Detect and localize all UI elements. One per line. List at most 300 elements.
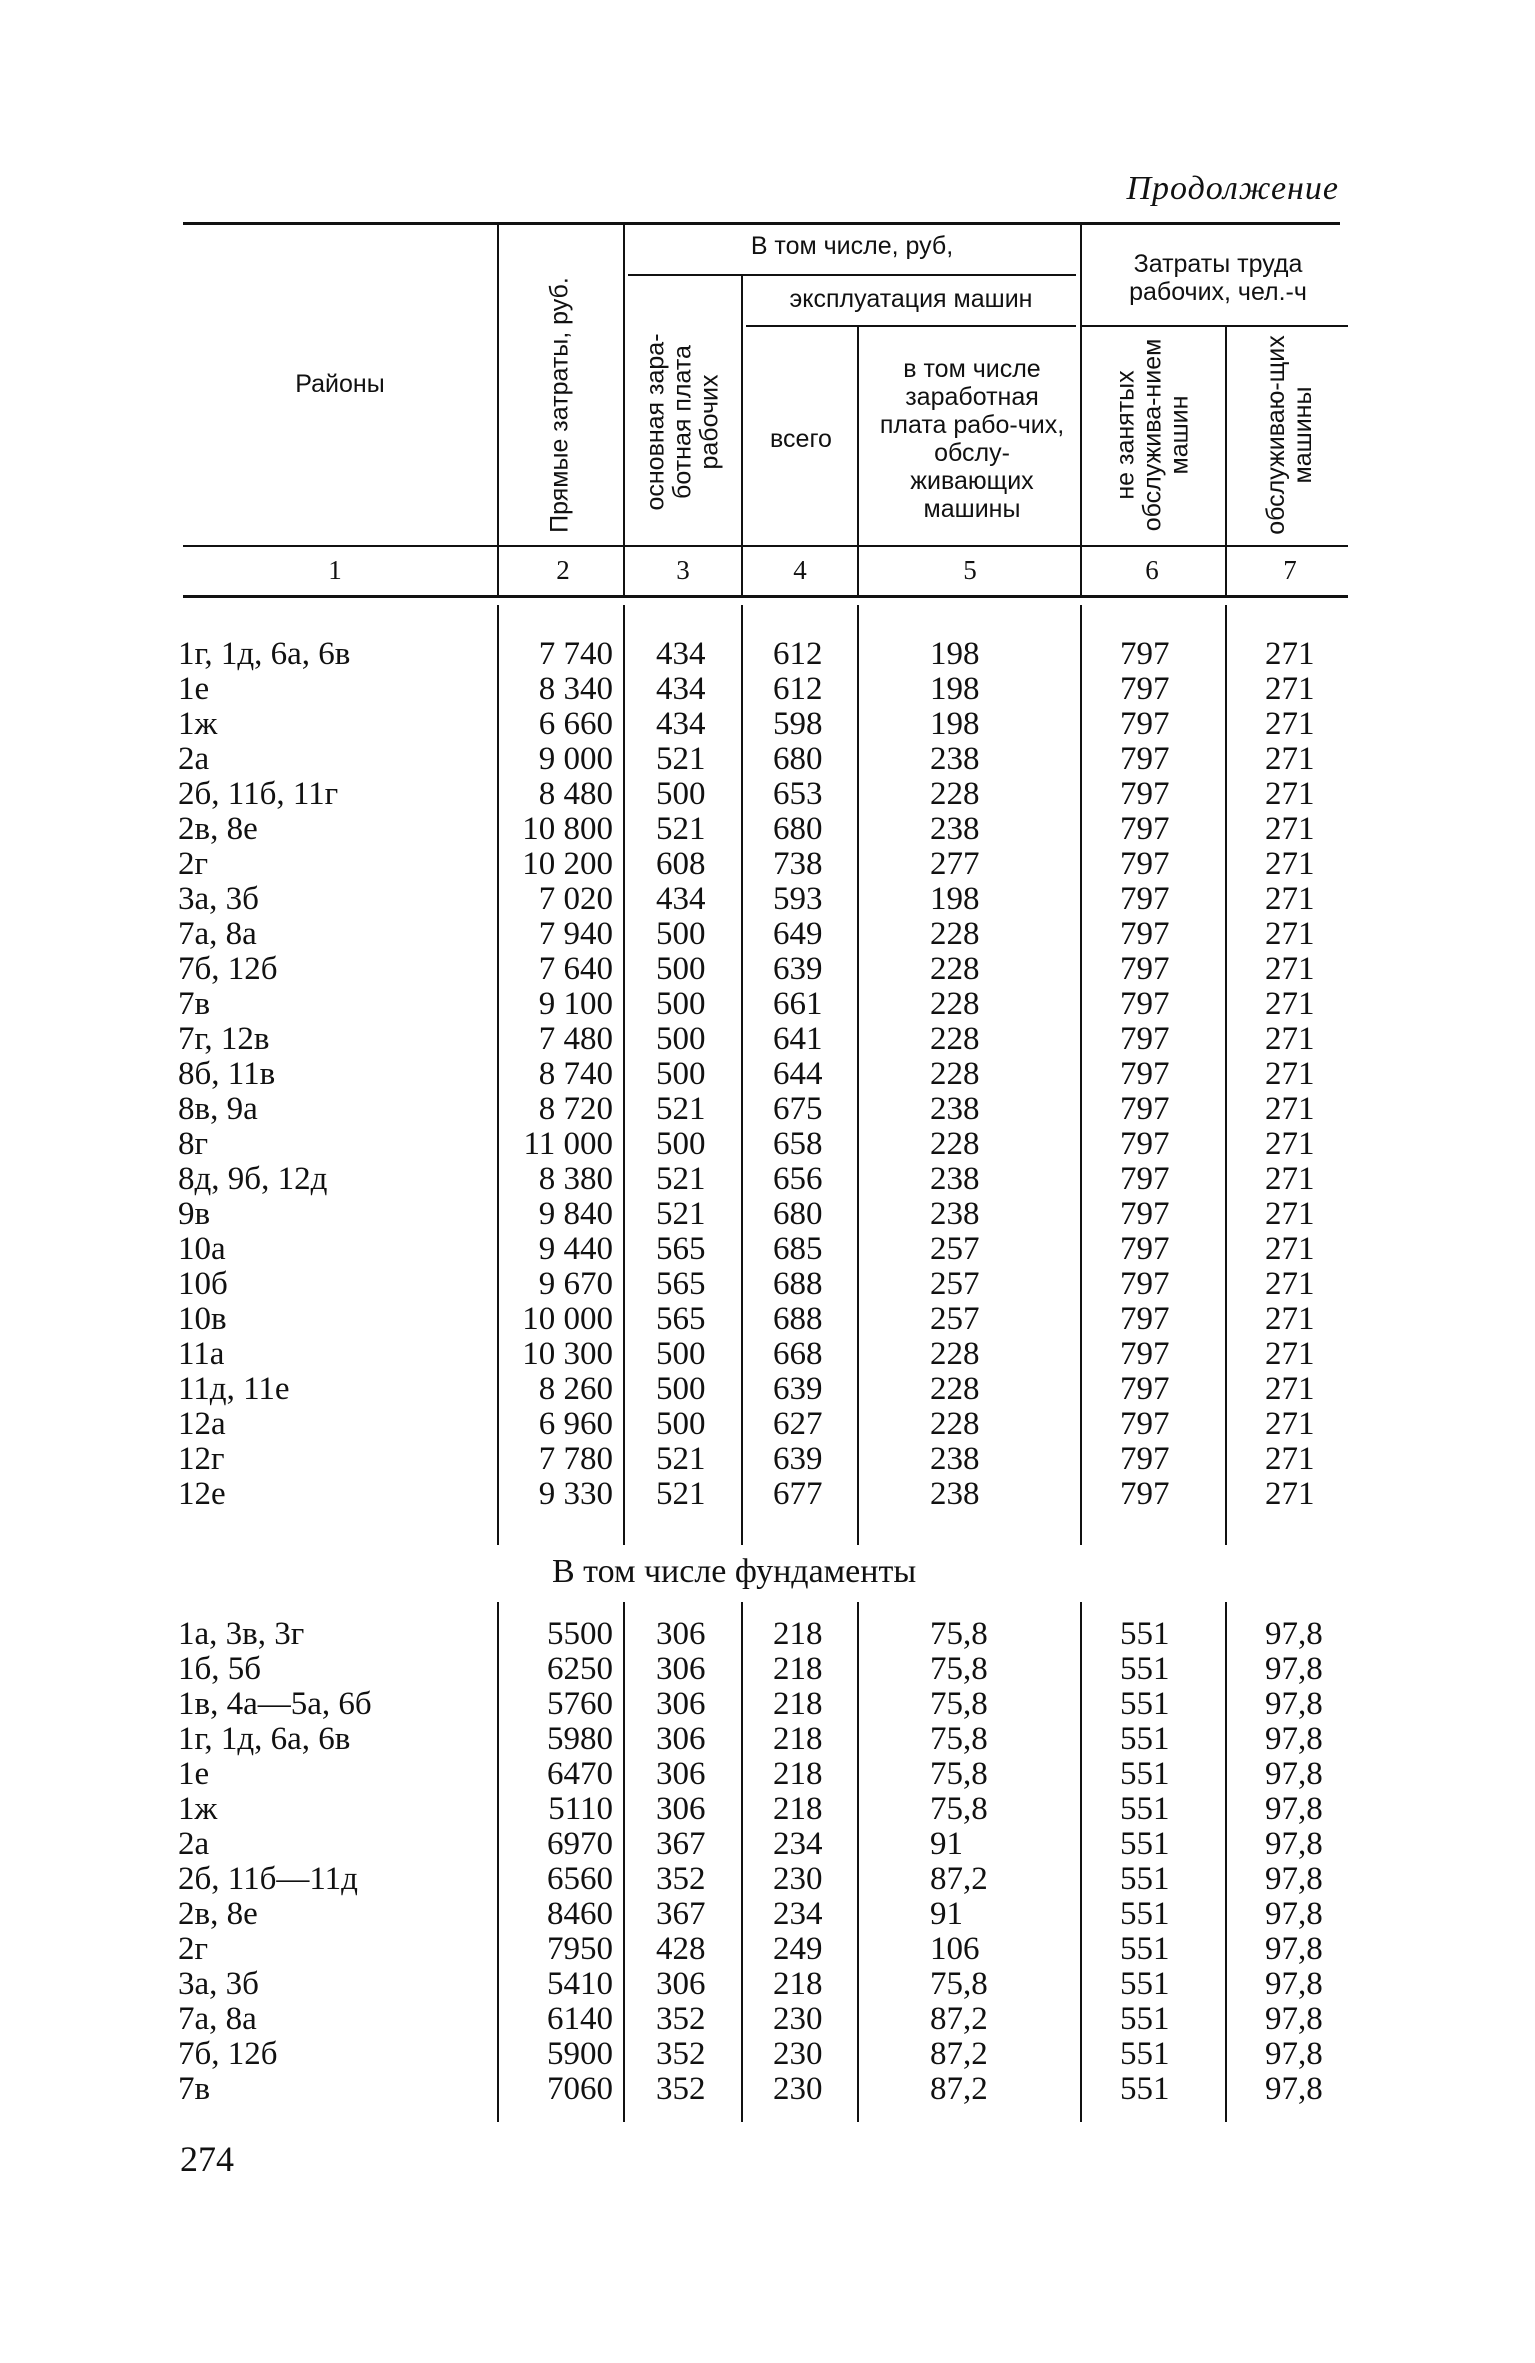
table-cell-col2: 5500	[547, 1616, 613, 1652]
table-cell-col6: 551	[1120, 1791, 1170, 1827]
table-cell-col7: 271	[1265, 706, 1315, 742]
table-cell-col3: 500	[656, 1021, 706, 1057]
table-cell-col6: 797	[1120, 706, 1170, 742]
table-row	[0, 1407, 1535, 1442]
table-cell-col5: 228	[930, 951, 980, 987]
table-cell-col3: 521	[656, 1476, 706, 1512]
table-cell-col4: 656	[773, 1161, 823, 1197]
table-cell-col4: 218	[773, 1651, 823, 1687]
table-row	[0, 1792, 1535, 1827]
table-cell-col1: 1ж	[178, 1791, 218, 1827]
table-cell-col2: 9 330	[538, 1476, 613, 1512]
table-cell-col6: 551	[1120, 1651, 1170, 1687]
table-cell-col1: 8д, 9б, 12д	[178, 1161, 328, 1197]
table-cell-col1: 1е	[178, 671, 210, 707]
table-row	[0, 1617, 1535, 1652]
table-cell-col1: 3а, 3б	[178, 881, 259, 917]
table-cell-col4: 218	[773, 1756, 823, 1792]
table-cell-col6: 797	[1120, 916, 1170, 952]
table-row	[0, 1302, 1535, 1337]
table-cell-col6: 797	[1120, 1126, 1170, 1162]
header-divider-5	[1080, 222, 1082, 595]
table-cell-col7: 271	[1265, 1231, 1315, 1267]
table-cell-col5: 238	[930, 1196, 980, 1232]
table-row	[0, 637, 1535, 672]
table-cell-col2: 7 640	[538, 951, 613, 987]
table-cell-col2: 8 480	[538, 776, 613, 812]
table-cell-col1: 7а, 8а	[178, 916, 257, 952]
table-cell-col2: 10 200	[522, 846, 613, 882]
table-cell-col5: 228	[930, 1021, 980, 1057]
table-cell-col5: 75,8	[930, 1966, 988, 2002]
table-cell-col2: 7 780	[538, 1441, 613, 1477]
table-cell-col6: 551	[1120, 1966, 1170, 2002]
table-cell-col2: 6470	[547, 1756, 613, 1792]
table-cell-col2: 5760	[547, 1686, 613, 1722]
table-cell-col7: 271	[1265, 1091, 1315, 1127]
table-cell-col6: 797	[1120, 741, 1170, 777]
table-cell-col7: 97,8	[1265, 1651, 1323, 1687]
table-cell-col3: 434	[656, 671, 706, 707]
table-cell-col3: 565	[656, 1231, 706, 1267]
table-cell-col1: 11а	[178, 1336, 225, 1372]
table-cell-col6: 797	[1120, 636, 1170, 672]
table-cell-col7: 271	[1265, 916, 1315, 952]
table-cell-col6: 551	[1120, 1756, 1170, 1792]
table-cell-col3: 500	[656, 1126, 706, 1162]
table-cell-col2: 6 660	[538, 706, 613, 742]
table-cell-col2: 5980	[547, 1721, 613, 1757]
table-row	[0, 917, 1535, 952]
table-cell-col5: 228	[930, 986, 980, 1022]
table-cell-col5: 257	[930, 1266, 980, 1302]
column-number-7: 7	[1283, 555, 1297, 585]
table-cell-col1: 1г, 1д, 6а, 6в	[178, 636, 351, 672]
table-cell-col3: 428	[656, 1931, 706, 1967]
table-cell-col3: 521	[656, 1196, 706, 1232]
table-cell-col1: 1а, 3в, 3г	[178, 1616, 305, 1652]
table-cell-col1: 8г	[178, 1126, 209, 1162]
page-number: 274	[180, 2139, 234, 2179]
column-number-6: 6	[1145, 555, 1159, 585]
table-cell-col7: 271	[1265, 1406, 1315, 1442]
table-cell-col3: 565	[656, 1301, 706, 1337]
table-cell-col5: 87,2	[930, 2071, 988, 2107]
header-incl-wage-operators: в том числе заработная плата рабо-чих, обслу-живающих машины	[879, 355, 1065, 523]
table-cell-col5: 75,8	[930, 1791, 988, 1827]
table-row	[0, 847, 1535, 882]
table-cell-col5: 238	[930, 1091, 980, 1127]
table-cell-col6: 551	[1120, 2001, 1170, 2037]
table-cell-col3: 521	[656, 1441, 706, 1477]
table-cell-col3: 500	[656, 951, 706, 987]
table-cell-col5: 87,2	[930, 1861, 988, 1897]
table-cell-col2: 10 800	[522, 811, 613, 847]
column-number-3: 3	[676, 555, 690, 585]
table-cell-col4: 677	[773, 1476, 823, 1512]
table-cell-col6: 797	[1120, 1161, 1170, 1197]
table-cell-col7: 271	[1265, 636, 1315, 672]
table-cell-col1: 8б, 11в	[178, 1056, 276, 1092]
table-cell-col3: 500	[656, 1371, 706, 1407]
table-cell-col6: 551	[1120, 2036, 1170, 2072]
table-cell-col1: 8в, 9а	[178, 1091, 258, 1127]
table-cell-col1: 2б, 11б—11д	[178, 1861, 358, 1897]
table-cell-col7: 271	[1265, 1161, 1315, 1197]
table-cell-col7: 97,8	[1265, 1896, 1323, 1932]
table-cell-col2: 9 840	[538, 1196, 613, 1232]
table-row	[0, 1337, 1535, 1372]
table-cell-col2: 11 000	[523, 1126, 613, 1162]
table-cell-col3: 306	[656, 1966, 706, 2002]
table-cell-col2: 5900	[547, 2036, 613, 2072]
header-rule-labor	[1082, 325, 1348, 327]
table-cell-col3: 500	[656, 776, 706, 812]
table-cell-col4: 627	[773, 1406, 823, 1442]
table-cell-col7: 271	[1265, 741, 1315, 777]
table-cell-col5: 228	[930, 1126, 980, 1162]
table-cell-col5: 238	[930, 741, 980, 777]
table-cell-col2: 8 260	[538, 1371, 613, 1407]
table-cell-col4: 658	[773, 1126, 823, 1162]
table-cell-col4: 675	[773, 1091, 823, 1127]
header-machine-operation: эксплуатация машин	[789, 285, 1033, 313]
table-cell-col6: 797	[1120, 1336, 1170, 1372]
table-cell-col1: 2в, 8е	[178, 811, 258, 847]
table-cell-col7: 271	[1265, 1126, 1315, 1162]
table-cell-col7: 97,8	[1265, 1616, 1323, 1652]
table-cell-col6: 797	[1120, 1056, 1170, 1092]
table-cell-col5: 75,8	[930, 1616, 988, 1652]
table-cell-col1: 11д, 11е	[178, 1371, 290, 1407]
table-cell-col4: 218	[773, 1616, 823, 1652]
table-cell-col7: 97,8	[1265, 1791, 1323, 1827]
table-cell-col3: 434	[656, 706, 706, 742]
table-cell-col5: 75,8	[930, 1686, 988, 1722]
table-cell-col1: 7г, 12в	[178, 1021, 270, 1057]
table-cell-col4: 639	[773, 1441, 823, 1477]
table-cell-col3: 306	[656, 1756, 706, 1792]
table-cell-col7: 271	[1265, 1021, 1315, 1057]
table-cell-col2: 10 300	[522, 1336, 613, 1372]
table-cell-col1: 3а, 3б	[178, 1966, 259, 2002]
table-cell-col6: 797	[1120, 1266, 1170, 1302]
table-cell-col4: 680	[773, 811, 823, 847]
table-cell-col4: 680	[773, 741, 823, 777]
table-cell-col3: 500	[656, 986, 706, 1022]
table-cell-col5: 238	[930, 811, 980, 847]
table-cell-col6: 797	[1120, 776, 1170, 812]
table-cell-col4: 230	[773, 2001, 823, 2037]
table-cell-col1: 1ж	[178, 706, 218, 742]
table-row	[0, 952, 1535, 987]
table-cell-col1: 10б	[178, 1266, 228, 1302]
table-cell-col2: 6970	[547, 1826, 613, 1862]
table-cell-col3: 434	[656, 636, 706, 672]
table-cell-col7: 271	[1265, 986, 1315, 1022]
table-cell-col6: 797	[1120, 1406, 1170, 1442]
table-cell-col3: 521	[656, 1161, 706, 1197]
table-cell-col6: 551	[1120, 1896, 1170, 1932]
table-row	[0, 1372, 1535, 1407]
table-cell-col3: 352	[656, 2001, 706, 2037]
header-rule-including	[628, 274, 1076, 276]
table-cell-col1: 2г	[178, 1931, 209, 1967]
table-cell-col6: 551	[1120, 1721, 1170, 1757]
table-cell-col3: 500	[656, 916, 706, 952]
table-cell-col5: 75,8	[930, 1721, 988, 1757]
table-cell-col7: 97,8	[1265, 1861, 1323, 1897]
table-cell-col4: 234	[773, 1826, 823, 1862]
table-cell-col1: 2г	[178, 846, 209, 882]
table-cell-col4: 639	[773, 1371, 823, 1407]
table-row	[0, 1652, 1535, 1687]
table-row	[0, 777, 1535, 812]
table-cell-col3: 367	[656, 1826, 706, 1862]
table-cell-col5: 198	[930, 706, 980, 742]
table-cell-col7: 97,8	[1265, 1721, 1323, 1757]
table-cell-col3: 521	[656, 1091, 706, 1127]
header-including-rub: В том числе, руб,	[750, 232, 954, 260]
table-row	[0, 1722, 1535, 1757]
table-row	[0, 2072, 1535, 2107]
table-cell-col5: 228	[930, 776, 980, 812]
table-cell-col4: 593	[773, 881, 823, 917]
table-cell-col6: 551	[1120, 1826, 1170, 1862]
header-labor-costs: Затраты труда рабочих, чел.-ч	[1129, 250, 1307, 306]
table-cell-col7: 271	[1265, 1441, 1315, 1477]
table-cell-col4: 680	[773, 1196, 823, 1232]
table-cell-col7: 271	[1265, 1336, 1315, 1372]
table-cell-col5: 228	[930, 1371, 980, 1407]
table-cell-col3: 352	[656, 1861, 706, 1897]
table-cell-col6: 797	[1120, 671, 1170, 707]
table-cell-col5: 257	[930, 1301, 980, 1337]
table-row	[0, 987, 1535, 1022]
table-cell-col6: 551	[1120, 1616, 1170, 1652]
table-cell-col7: 271	[1265, 1371, 1315, 1407]
table-row	[0, 1197, 1535, 1232]
table-cell-col7: 97,8	[1265, 2001, 1323, 2037]
table-cell-col4: 218	[773, 1721, 823, 1757]
table-row	[0, 1057, 1535, 1092]
table-cell-col3: 306	[656, 1721, 706, 1757]
table-top-rule	[183, 222, 1340, 225]
table-cell-col5: 198	[930, 881, 980, 917]
table-cell-col2: 9 440	[538, 1231, 613, 1267]
table-cell-col7: 271	[1265, 1196, 1315, 1232]
table-cell-col4: 230	[773, 2071, 823, 2107]
table-cell-col1: 1б, 5б	[178, 1651, 262, 1687]
table-cell-col1: 7а, 8а	[178, 2001, 257, 2037]
table-cell-col5: 106	[930, 1931, 980, 1967]
table-cell-col3: 352	[656, 2036, 706, 2072]
table-cell-col7: 271	[1265, 846, 1315, 882]
table-cell-col2: 6140	[547, 2001, 613, 2037]
table-cell-col2: 8 740	[538, 1056, 613, 1092]
table-cell-col4: 230	[773, 2036, 823, 2072]
table-cell-col1: 2б, 11б, 11г	[178, 776, 339, 812]
table-cell-col2: 7 020	[538, 881, 613, 917]
table-cell-col6: 797	[1120, 951, 1170, 987]
table-cell-col2: 7950	[547, 1931, 613, 1967]
table-cell-col2: 9 000	[538, 741, 613, 777]
table-cell-col2: 10 000	[522, 1301, 613, 1337]
header-servicing: обслуживаю-щих машины	[1262, 335, 1317, 535]
header-not-servicing: не занятых обслужива-нием машин	[1111, 338, 1194, 532]
table-cell-col5: 87,2	[930, 2036, 988, 2072]
table-cell-col5: 228	[930, 916, 980, 952]
table-cell-col3: 306	[656, 1651, 706, 1687]
table-row	[0, 1757, 1535, 1792]
column-number-2: 2	[556, 555, 570, 585]
table-cell-col7: 271	[1265, 671, 1315, 707]
table-cell-col2: 8 720	[538, 1091, 613, 1127]
table-cell-col5: 87,2	[930, 2001, 988, 2037]
column-numbers-rule	[183, 595, 1348, 598]
table-cell-col4: 639	[773, 951, 823, 987]
table-cell-col3: 521	[656, 741, 706, 777]
table-cell-col6: 797	[1120, 1371, 1170, 1407]
table-cell-col6: 797	[1120, 811, 1170, 847]
table-row	[0, 1127, 1535, 1162]
table-cell-col5: 277	[930, 846, 980, 882]
table-cell-col2: 7 740	[538, 636, 613, 672]
column-number-4: 4	[793, 555, 807, 585]
table-row	[0, 1092, 1535, 1127]
table-cell-col3: 434	[656, 881, 706, 917]
table-cell-col7: 271	[1265, 1476, 1315, 1512]
table-cell-col1: 12г	[178, 1441, 225, 1477]
table-cell-col3: 608	[656, 846, 706, 882]
table-cell-col3: 565	[656, 1266, 706, 1302]
table-cell-col4: 688	[773, 1266, 823, 1302]
table-cell-col2: 8 380	[538, 1161, 613, 1197]
table-cell-col4: 598	[773, 706, 823, 742]
table-cell-col2: 9 100	[538, 986, 613, 1022]
table-cell-col3: 306	[656, 1686, 706, 1722]
table-cell-col3: 306	[656, 1791, 706, 1827]
table-cell-col4: 218	[773, 1966, 823, 2002]
table-row	[0, 1022, 1535, 1057]
table-cell-col6: 797	[1120, 1476, 1170, 1512]
table-cell-col4: 218	[773, 1686, 823, 1722]
table-cell-col5: 198	[930, 671, 980, 707]
header-direct-costs: Прямые затраты, руб.	[545, 277, 574, 533]
table-cell-col4: 612	[773, 671, 823, 707]
table-row	[0, 742, 1535, 777]
table-cell-col7: 271	[1265, 881, 1315, 917]
table-cell-col2: 7 940	[538, 916, 613, 952]
table-cell-col2: 7060	[547, 2071, 613, 2107]
table-cell-col1: 1е	[178, 1756, 210, 1792]
table-cell-col1: 12а	[178, 1406, 226, 1442]
table-cell-col1: 9в	[178, 1196, 211, 1232]
table-cell-col5: 228	[930, 1336, 980, 1372]
table-cell-col7: 97,8	[1265, 1931, 1323, 1967]
table-cell-col4: 685	[773, 1231, 823, 1267]
table-cell-col1: 10в	[178, 1301, 227, 1337]
table-cell-col4: 649	[773, 916, 823, 952]
table-cell-col7: 271	[1265, 811, 1315, 847]
table-cell-col5: 75,8	[930, 1756, 988, 1792]
continuation-label: Продолжение	[1126, 170, 1339, 207]
table-cell-col6: 797	[1120, 1091, 1170, 1127]
table-cell-col6: 797	[1120, 986, 1170, 1022]
table-cell-col5: 91	[930, 1826, 963, 1862]
table-cell-col4: 653	[773, 776, 823, 812]
table-cell-col2: 8 340	[538, 671, 613, 707]
table-row	[0, 1162, 1535, 1197]
table-row	[0, 812, 1535, 847]
table-cell-col1: 7б, 12б	[178, 2036, 278, 2072]
header-rule-machines	[746, 325, 1076, 327]
table-row	[0, 1477, 1535, 1512]
table-cell-col7: 97,8	[1265, 2036, 1323, 2072]
table-cell-col2: 7 480	[538, 1021, 613, 1057]
table-row	[0, 1827, 1535, 1862]
table-cell-col6: 797	[1120, 881, 1170, 917]
table-row	[0, 2002, 1535, 2037]
table-cell-col7: 97,8	[1265, 2071, 1323, 2107]
table-cell-col6: 551	[1120, 1686, 1170, 1722]
table-cell-col5: 238	[930, 1441, 980, 1477]
table-cell-col1: 7в	[178, 2071, 211, 2107]
table-cell-col6: 551	[1120, 1931, 1170, 1967]
table-cell-col4: 230	[773, 1861, 823, 1897]
table-cell-col2: 6250	[547, 1651, 613, 1687]
table-cell-col5: 75,8	[930, 1651, 988, 1687]
section-title: В том числе фундаменты	[552, 1553, 917, 1590]
header-base-wage: основная зара-ботная плата рабочих	[641, 333, 724, 511]
table-cell-col1: 7в	[178, 986, 211, 1022]
table-cell-col1: 2в, 8е	[178, 1896, 258, 1932]
table-cell-col4: 661	[773, 986, 823, 1022]
table-cell-col4: 641	[773, 1021, 823, 1057]
header-divider-3	[741, 274, 743, 595]
table-row	[0, 2037, 1535, 2072]
table-cell-col7: 271	[1265, 1056, 1315, 1092]
table-cell-col5: 238	[930, 1476, 980, 1512]
table-cell-col6: 797	[1120, 1301, 1170, 1337]
table-cell-col7: 271	[1265, 1266, 1315, 1302]
table-cell-col5: 198	[930, 636, 980, 672]
table-cell-col1: 7б, 12б	[178, 951, 278, 987]
table-cell-col4: 688	[773, 1301, 823, 1337]
table-cell-col4: 234	[773, 1896, 823, 1932]
table-cell-col4: 249	[773, 1931, 823, 1967]
table-cell-col3: 521	[656, 811, 706, 847]
table-row	[0, 1862, 1535, 1897]
table-row	[0, 1967, 1535, 2002]
table-row	[0, 1267, 1535, 1302]
column-number-5: 5	[963, 555, 977, 585]
table-cell-col4: 644	[773, 1056, 823, 1092]
table-cell-col2: 9 670	[538, 1266, 613, 1302]
table-cell-col7: 271	[1265, 951, 1315, 987]
header-districts: Районы	[295, 370, 385, 398]
table-cell-col2: 5410	[547, 1966, 613, 2002]
table-row	[0, 672, 1535, 707]
table-cell-col3: 500	[656, 1056, 706, 1092]
table-cell-col2: 8460	[547, 1896, 613, 1932]
table-cell-col7: 271	[1265, 1301, 1315, 1337]
header-divider-6	[1225, 325, 1227, 595]
table-cell-col7: 97,8	[1265, 1686, 1323, 1722]
table-cell-col1: 1г, 1д, 6а, 6в	[178, 1721, 351, 1757]
header-divider-2	[623, 222, 625, 595]
table-cell-col5: 238	[930, 1161, 980, 1197]
